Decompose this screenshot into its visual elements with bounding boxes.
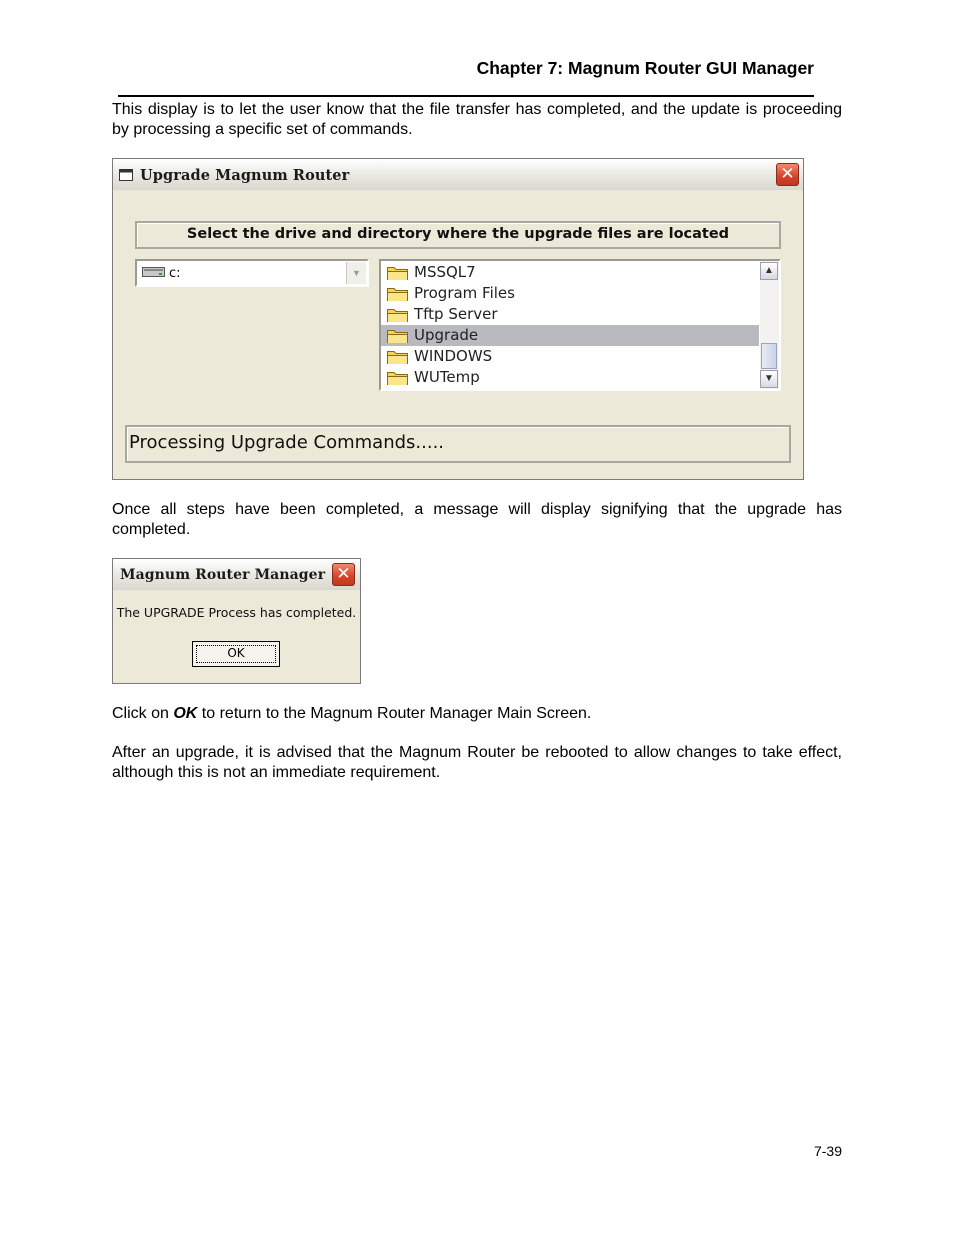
folder-icon xyxy=(387,349,409,364)
folder-icon xyxy=(387,307,409,322)
folder-icon xyxy=(387,328,409,343)
drive-select[interactable] xyxy=(135,259,369,287)
folder-item[interactable] xyxy=(381,325,759,346)
click-ok-before: Click on xyxy=(112,705,174,722)
folder-item-label: MSSQL7 xyxy=(414,263,476,281)
close-button[interactable] xyxy=(332,563,355,586)
folder-item-label: Program Files xyxy=(414,284,515,302)
instruction-box xyxy=(135,221,781,249)
complete-dialog-title: Magnum Router Manager xyxy=(120,567,326,583)
folder-item-label: Tftp Server xyxy=(414,305,498,323)
reboot-paragraph: After an upgrade, it is advised that the Magnum Router be rebooted to allow changes to take effect, although this is not an immediate requirement. xyxy=(112,744,842,781)
status-text: Processing Upgrade Commands..... xyxy=(129,432,445,453)
ok-button[interactable] xyxy=(192,641,280,667)
scroll-thumb[interactable] xyxy=(761,343,777,369)
upgrade-dialog xyxy=(112,158,804,480)
folder-icon xyxy=(387,265,409,280)
page-number: 7-39 xyxy=(813,1143,842,1159)
status-box xyxy=(125,425,791,463)
completion-paragraph: Once all steps have been completed, a message will display signifying that the upgrade has completed. xyxy=(112,501,842,538)
folder-item[interactable] xyxy=(381,304,759,325)
window-icon xyxy=(119,169,133,181)
folder-item[interactable] xyxy=(381,367,759,388)
click-ok-paragraph xyxy=(112,704,842,724)
folder-item-label: Upgrade xyxy=(414,326,479,344)
folder-icon xyxy=(387,286,409,301)
complete-dialog xyxy=(112,558,361,684)
scroll-down-icon[interactable]: ▼ xyxy=(760,370,778,388)
folder-item-label: WUTemp xyxy=(414,368,480,386)
folder-icon xyxy=(387,370,409,385)
complete-dialog-titlebar xyxy=(113,559,360,590)
intro-paragraph: This display is to let the user know that the file transfer has completed, and the update is proceeding by processing a specific set of commands. xyxy=(112,101,842,138)
drive-value: c: xyxy=(169,266,181,281)
folder-item[interactable] xyxy=(381,346,759,367)
folder-item[interactable] xyxy=(381,283,759,304)
click-ok-emphasis: OK xyxy=(173,705,198,722)
page-header xyxy=(118,56,814,97)
close-button[interactable] xyxy=(776,163,799,186)
upgrade-dialog-title: Upgrade Magnum Router xyxy=(140,167,350,184)
chapter-title: Chapter 7: Magnum Router GUI Manager xyxy=(476,58,814,78)
click-ok-after: to return to the Magnum Router Manager Main Screen. xyxy=(197,705,592,722)
complete-message: The UPGRADE Process has completed. xyxy=(116,605,357,620)
close-icon: ✕ xyxy=(336,564,351,584)
folder-item-label: WINDOWS xyxy=(414,347,493,365)
folder-list xyxy=(379,259,781,391)
dropdown-arrow-icon[interactable]: ▼ xyxy=(346,262,366,284)
scroll-up-icon[interactable]: ▲ xyxy=(760,262,778,280)
folder-item[interactable] xyxy=(381,262,759,283)
folder-list-rows xyxy=(381,261,759,389)
upgrade-dialog-titlebar xyxy=(113,159,803,190)
scrollbar[interactable] xyxy=(760,261,780,389)
instruction-label: Select the drive and directory where the upgrade files are located xyxy=(186,226,730,242)
close-icon: ✕ xyxy=(780,164,795,184)
ok-button-label: OK xyxy=(196,645,276,663)
drive-icon xyxy=(142,266,166,278)
